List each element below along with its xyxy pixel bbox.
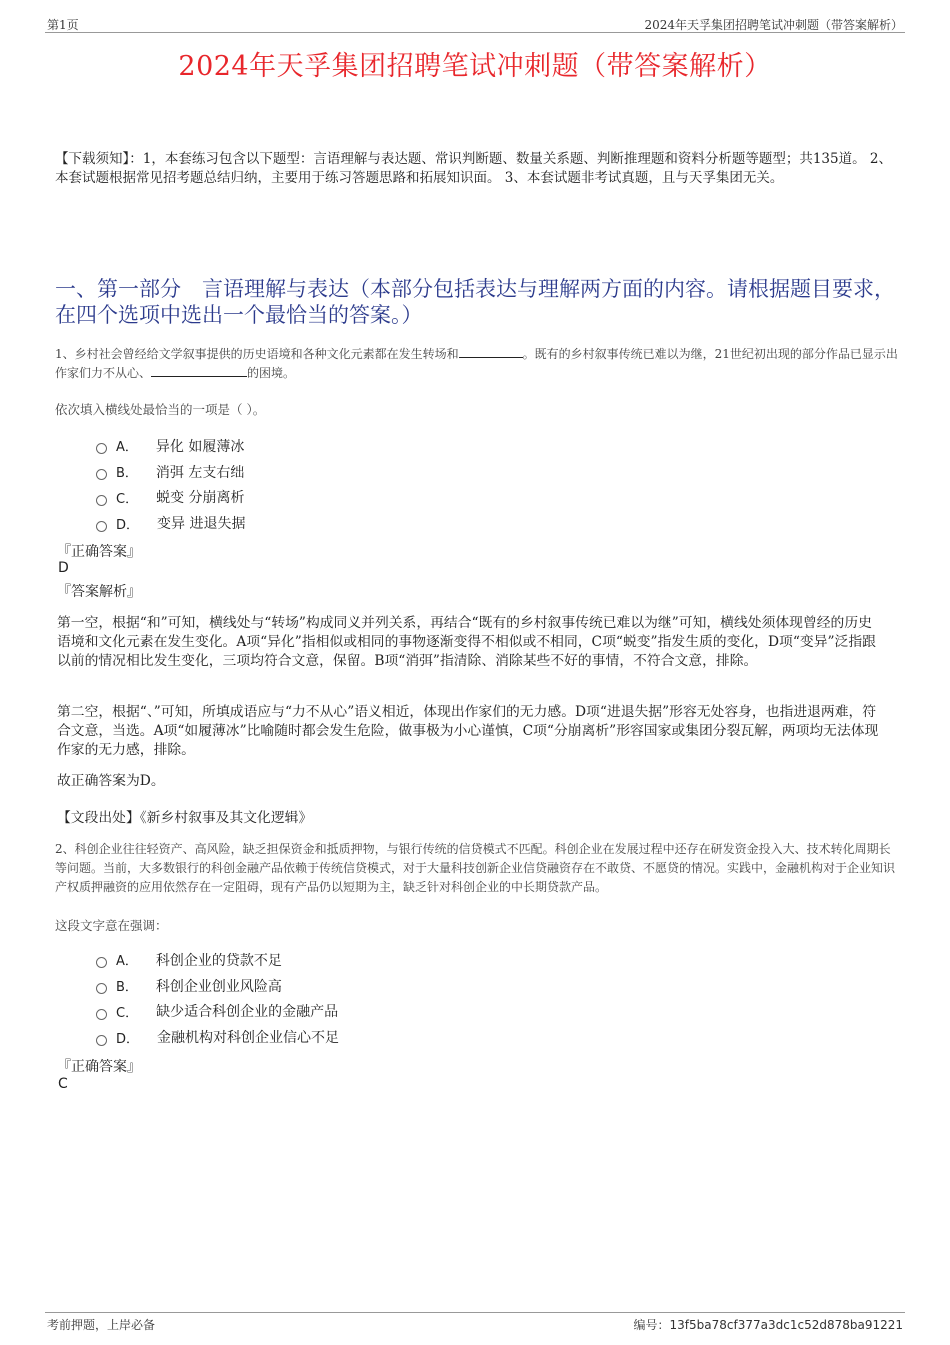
question-2-text: 2、科创企业往往轻资产、高风险，缺乏担保资金和抵质押物，与银行传统的信贷模式不匹配。科创企业在发展过程中还存在研发资金投入大、技术转化周期长等问题。当前，大多数银行的科创金融产品依赖于传统信贷模式，对于大量科技创新企业信贷融资存在不敢贷、不愿贷的情况。实践中，金融机构对于企业知识产权质押融资的应用依然存在一定阻碍，现有产品仍以短期为主，缺乏针对科创企业的中长期贷款产品。 <box>55 842 896 894</box>
code-label: 编号： <box>633 1318 670 1332</box>
header-doc-title: 2024年天孚集团招聘笔试冲刺题（带答案解析） <box>644 18 903 32</box>
radio-icon[interactable] <box>96 469 107 480</box>
option-b[interactable] <box>96 459 245 485</box>
option-letter: D． <box>116 1031 140 1047</box>
document-title: 2024年天孚集团招聘笔试冲刺题（带答案解析） <box>178 51 772 82</box>
option-letter: B． <box>116 980 138 996</box>
radio-icon[interactable] <box>96 521 107 532</box>
radio-icon[interactable] <box>96 957 107 968</box>
option-letter: C． <box>116 1005 139 1021</box>
analysis-paragraph-2: 第二空，根据“、”可知，所填成语应与“力不从心”语义相近，体现出作家们的无力感。D项“进退失据”形容无处容身，也指进退两难，符合文意，当选。A项“如履薄冰”比喻随时都会发生危险，做事极为小心谨慎，C项“分崩离析”形容国家或集团分裂瓦解，两项均无法体现作家的无力感，排除。 <box>57 704 879 758</box>
analysis-label: 『答案解析』 <box>57 584 141 600</box>
section-heading: 一、第一部分 言语理解与表达（本部分包括表达与理解两方面的内容。请根据题目要求，在四个选项中选出一个最恰当的答案。） <box>55 277 895 327</box>
analysis-paragraph-1: 第一空，根据“和”可知，横线处与“转场”构成同义并列关系，再结合“既有的乡村叙事传统已难以为继”可知，横线处须体现曾经的历史语境和文化元素在发生变化。A项“异化”指相似或相同的事物逐渐变得不相似或不相同，C项“蜕变”指发生质的变化，D项“变异”泛指跟以前的情况相比发生变化，三项均符合文意，保留。B项“消弭”指清除、消除某些不好的事情，不符合文意，排除。 <box>57 615 876 669</box>
question-1-text-part-a: 1、乡村社会曾经给文学叙事提供的历史语境和各种文化元素都在发生转场和 <box>55 347 459 361</box>
question-1-prompt: 依次填入横线处最恰当的一项是（ ）。 <box>55 402 266 417</box>
option-letter: B． <box>116 466 138 482</box>
option-a[interactable] <box>96 947 339 973</box>
option-letter: A． <box>116 954 138 970</box>
option-b[interactable] <box>96 973 339 999</box>
question-1-text <box>55 345 900 383</box>
option-c[interactable] <box>96 485 245 511</box>
question-2-prompt: 这段文字意在强调： <box>55 918 168 933</box>
option-letter: C． <box>116 491 139 507</box>
page-footer <box>45 1312 905 1333</box>
analysis-conclusion: 故正确答案为D。 <box>57 773 165 789</box>
fill-blank-1 <box>459 345 523 358</box>
option-a[interactable] <box>96 433 245 459</box>
radio-icon[interactable] <box>96 1009 107 1020</box>
option-text: 异化 如履薄冰 <box>155 438 245 455</box>
option-text: 金融机构对科创企业信心不足 <box>157 1030 340 1047</box>
radio-icon[interactable] <box>96 443 107 454</box>
answer-value: C <box>58 1076 68 1092</box>
option-d[interactable] <box>96 1024 339 1050</box>
question-1-text-part-c: 的困境。 <box>247 366 296 380</box>
footer-slogan: 考前押题，上岸必备 <box>47 1318 156 1332</box>
fill-blank-2 <box>151 364 247 377</box>
option-text: 科创企业的贷款不足 <box>155 952 282 969</box>
radio-icon[interactable] <box>96 495 107 506</box>
option-c[interactable] <box>96 999 339 1025</box>
download-notice: 【下载须知】：1，本套练习包含以下题型：言语理解与表达题、常识判断题、数量关系题、判断推理题和资料分析题等题型；共135道。 2、本套试题根据常见招考题总结归纳，主要用于练习答题思路和拓展知识面。 3、本套试题非考试真题，且与天孚集团无关。 <box>55 151 892 186</box>
radio-icon[interactable] <box>96 983 107 994</box>
question-1-text-part-b: 。既有的乡村叙事传统已难以为继，21世纪初出现的部分作品已显示出作家们力不从心、 <box>55 347 898 380</box>
option-text: 科创企业创业风险高 <box>155 978 282 995</box>
page-header <box>45 14 905 33</box>
passage-source: 【文段出处】《新乡村叙事及其文化逻辑》 <box>57 810 313 826</box>
option-text: 蜕变 分崩离析 <box>156 490 245 507</box>
question-1-options <box>96 433 245 536</box>
page-number: 第1页 <box>47 18 79 32</box>
option-letter: A． <box>116 440 138 456</box>
answer-label: 『正确答案』 <box>57 1059 141 1075</box>
answer-value: D <box>58 560 69 576</box>
question-2-options <box>96 947 339 1050</box>
option-text: 变异 进退失据 <box>157 516 246 533</box>
code-value: 13f5ba78cf377a3dc1c52d878ba91221 <box>669 1318 903 1332</box>
option-text: 消弭 左支右绌 <box>155 464 245 481</box>
document-code <box>634 1316 903 1333</box>
option-d[interactable] <box>96 510 245 536</box>
radio-icon[interactable] <box>96 1035 107 1046</box>
option-letter: D． <box>116 517 140 533</box>
option-text: 缺少适合科创企业的金融产品 <box>156 1004 339 1021</box>
answer-label: 『正确答案』 <box>57 544 141 560</box>
